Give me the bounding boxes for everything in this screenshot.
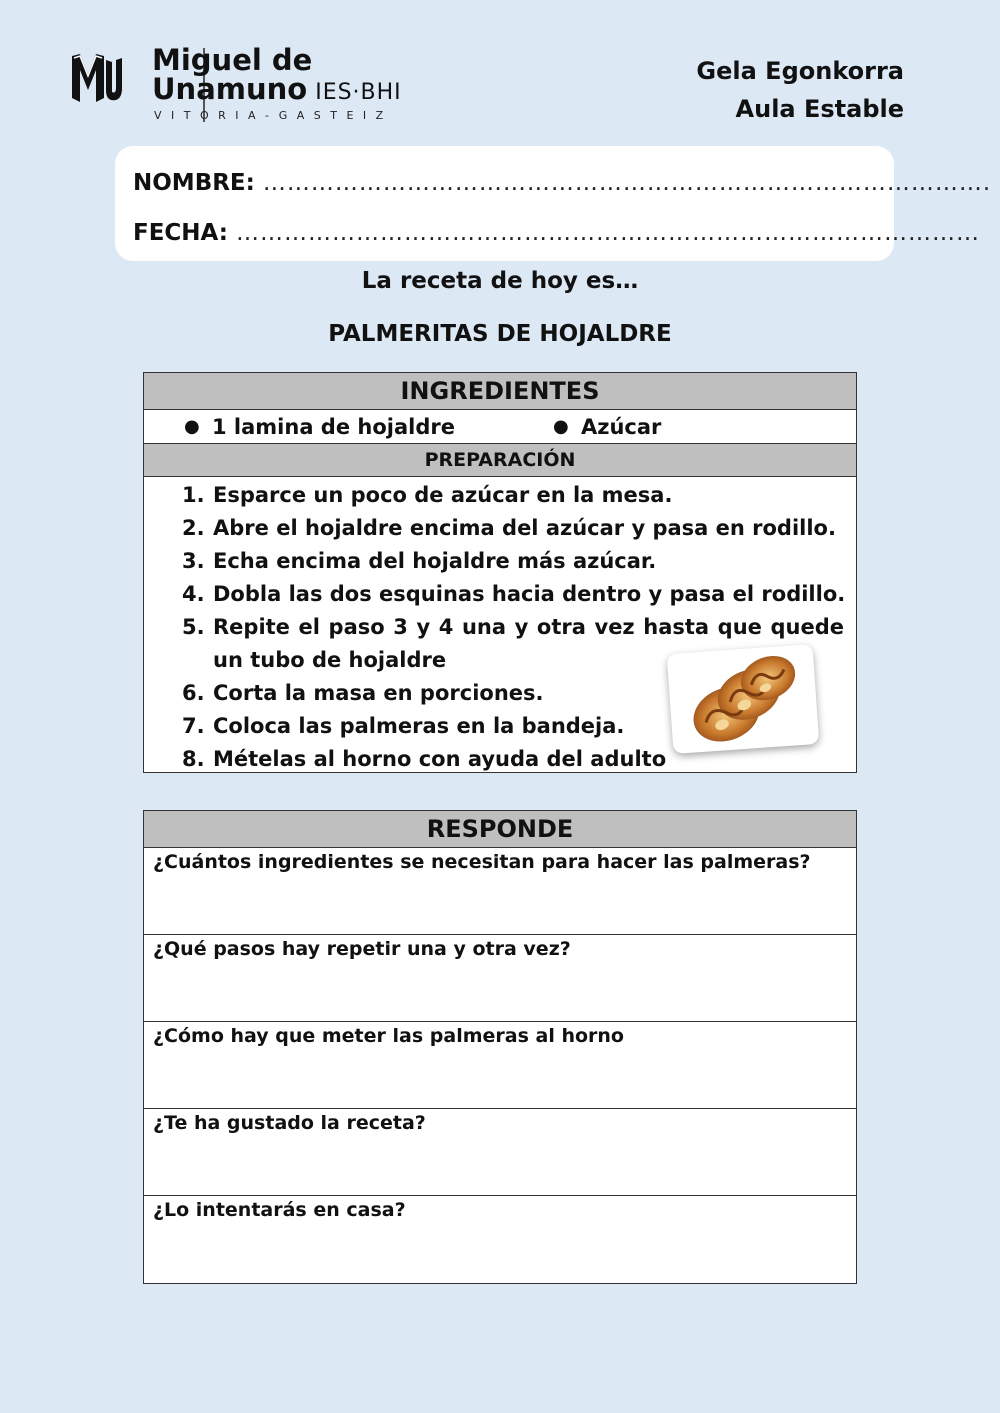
preparation-steps (144, 477, 856, 772)
step-text: Coloca las palmeras en la bandeja. (213, 714, 625, 738)
logo-school-name (152, 43, 402, 107)
header-right (696, 52, 904, 128)
question-row[interactable] (144, 1022, 856, 1109)
name-field[interactable]: ………………………………………………………………………………. (262, 170, 992, 196)
bullet-icon: ● (184, 416, 200, 437)
step-item (182, 578, 846, 611)
school-logo-icon (68, 50, 124, 106)
date-label: FECHA: (133, 220, 228, 246)
recipe-title: PALMERITAS DE HOJALDRE (328, 321, 672, 347)
step-number: 1. (182, 483, 205, 507)
step-text: Dobla las dos esquinas hacia dentro y pasa el rodillo. (213, 582, 846, 606)
question-row[interactable] (144, 1109, 856, 1196)
palmeras-photo (667, 644, 820, 754)
step-number: 3. (182, 549, 205, 573)
step-item (182, 479, 846, 512)
question-text: ¿Cómo hay que meter las palmeras al horno (153, 1025, 624, 1047)
palmeras-pastry-icon (667, 644, 820, 754)
step-number: 6. (182, 681, 205, 705)
responde-heading: RESPONDE (144, 811, 856, 848)
logo-city: VITORIA-GASTEIZ (154, 109, 393, 122)
name-label: NOMBRE: (133, 170, 255, 196)
step-number: 4. (182, 582, 205, 606)
intro-text: La receta de hoy es… (361, 268, 639, 294)
ingredient-text: 1 lamina de hojaldre (212, 414, 455, 439)
step-item (182, 512, 846, 545)
step-number: 7. (182, 714, 205, 738)
name-date-box (115, 146, 992, 261)
header-right-line1: Gela Egonkorra (696, 57, 904, 85)
step-text: Esparce un poco de azúcar en la mesa. (213, 483, 673, 507)
recipe-table (143, 372, 857, 773)
school-logo (68, 43, 448, 126)
step-text: Repite el paso 3 y 4 una y otra vez hasta que quede un tubo de hojaldre (213, 615, 844, 672)
logo-line1: Miguel de (152, 43, 313, 77)
step-text: Abre el hojaldre encima del azúcar y pasa en rodillo. (213, 516, 836, 540)
question-text: ¿Qué pasos hay repetir una y otra vez? (153, 938, 571, 960)
step-number: 2. (182, 516, 205, 540)
step-item (182, 545, 846, 578)
question-row[interactable] (144, 848, 856, 935)
ingredient-text: Azúcar (580, 414, 662, 439)
question-text: ¿Te ha gustado la receta? (153, 1112, 426, 1134)
ingredients-heading: INGREDIENTES (144, 373, 856, 410)
question-row[interactable] (144, 1196, 856, 1283)
logo-school-type: IES·BHI (315, 80, 402, 105)
logo-line2: Unamuno (152, 72, 308, 106)
question-text: ¿Cuántos ingredientes se necesitan para hacer las palmeras? (153, 851, 811, 873)
question-row[interactable] (144, 935, 856, 1022)
date-field[interactable]: ………………………………………………………………………………… (235, 220, 980, 246)
ingredients-list (144, 410, 856, 444)
preparation-heading: PREPARACIÓN (144, 444, 856, 477)
step-text: Mételas al horno con ayuda del adulto (213, 747, 667, 771)
date-line[interactable] (133, 208, 980, 258)
responde-table (143, 810, 857, 1284)
ingredient-item (553, 415, 661, 439)
step-text: Corta la masa en porciones. (213, 681, 544, 705)
ingredient-item (184, 415, 455, 439)
question-text: ¿Lo intentarás en casa? (153, 1199, 406, 1221)
header-right-line2: Aula Estable (735, 95, 904, 123)
step-number: 5. (182, 615, 205, 639)
name-line[interactable] (133, 158, 992, 208)
step-number: 8. (182, 747, 205, 771)
bullet-icon: ● (552, 416, 569, 437)
step-text: Echa encima del hojaldre más azúcar. (213, 549, 657, 573)
